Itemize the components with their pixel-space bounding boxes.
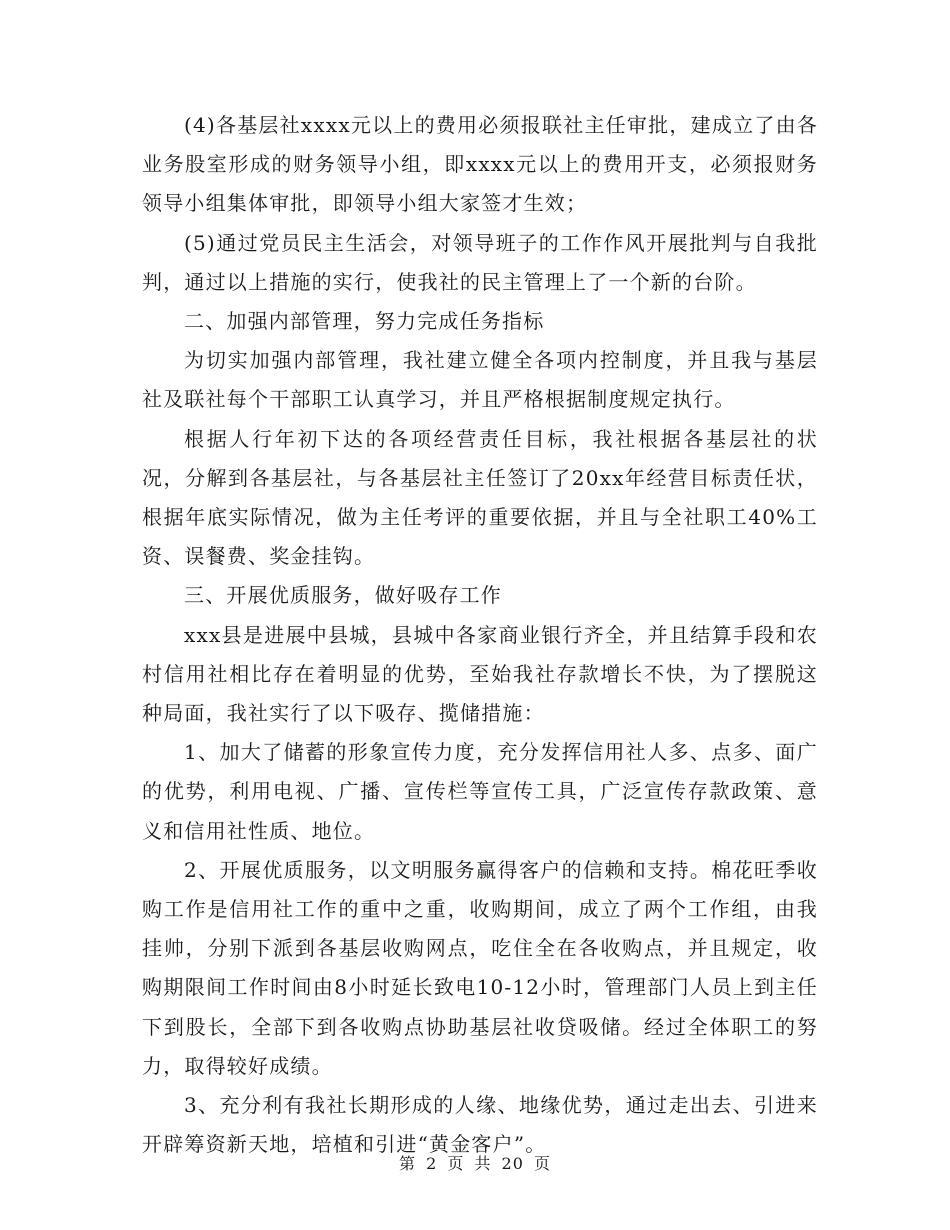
document-body xyxy=(142,106,818,1164)
page-number-footer: 第 2 页 共 20 页 xyxy=(399,1154,551,1173)
paragraph-measure-1: 1、加大了储蓄的形象宣传力度，充分发挥信用社人多、点多、面广的优势，利用电视、广播、宣传栏等宣传工具，广泛宣传存款政策、意义和信用社性质、地位。 xyxy=(142,740,818,843)
paragraph-measure-2: 2、开展优质服务，以文明服务赢得客户的信赖和支持。棉花旺季收购工作是信用社工作的重中之重，收购期间，成立了两个工作组，由我挂帅，分别下派到各基层收购网点，吃住全在各收购点，并且规定，收购期限间工作时间由8小时延长致电10-12小时，管理部门人员上到主任下到股长，全部下到各收购点协助基层社收贷吸储。经过全体职工的努力，取得较好成绩。 xyxy=(142,857,818,1078)
paragraph-item-4: (4)各基层社xxxx元以上的费用必须报联社主任审批，建成立了由各业务股室形成的财务领导小组，即xxxx元以上的费用开支，必须报财务领导小组集体审批，即领导小组大家签才生效； xyxy=(142,113,818,216)
section-heading-2: 二、加强内部管理，努力完成任务指标 xyxy=(184,309,545,334)
paragraph-item-5: (5)通过党员民主生活会，对领导班子的工作作风开展批判与自我批判，通过以上措施的实行，使我社的民主管理上了一个新的台阶。 xyxy=(142,230,818,294)
paragraph-responsibility-targets: 根据人行年初下达的各项经营责任目标，我社根据各基层社的状况，分解到各基层社，与各基层社主任签订了20xx年经营目标责任状，根据年底实际情况，做为主任考评的重要依据，并且与全社职工40%工资、误餐费、奖金挂钩。 xyxy=(142,426,818,569)
section-heading-3: 三、开展优质服务，做好吸存工作 xyxy=(184,583,502,608)
paragraph-county-situation: xxx县是进展中县城，县城中各家商业银行齐全，并且结算手段和农村信用社相比存在着明显的优势，至始我社存款增长不快，为了摆脱这种局面，我社实行了以下吸存、揽储措施： xyxy=(142,622,818,726)
paragraph-internal-controls: 为切实加强内部管理，我社建立健全各项内控制度，并且我与基层社及联社每个干部职工认真学习，并且严格根据制度规定执行。 xyxy=(142,348,818,412)
paragraph-measure-3: 3、充分利有我社长期形成的人缘、地缘优势，通过走出去、引进来开辟筹资新天地，培植和引进“黄金客户”。 xyxy=(142,1093,818,1157)
